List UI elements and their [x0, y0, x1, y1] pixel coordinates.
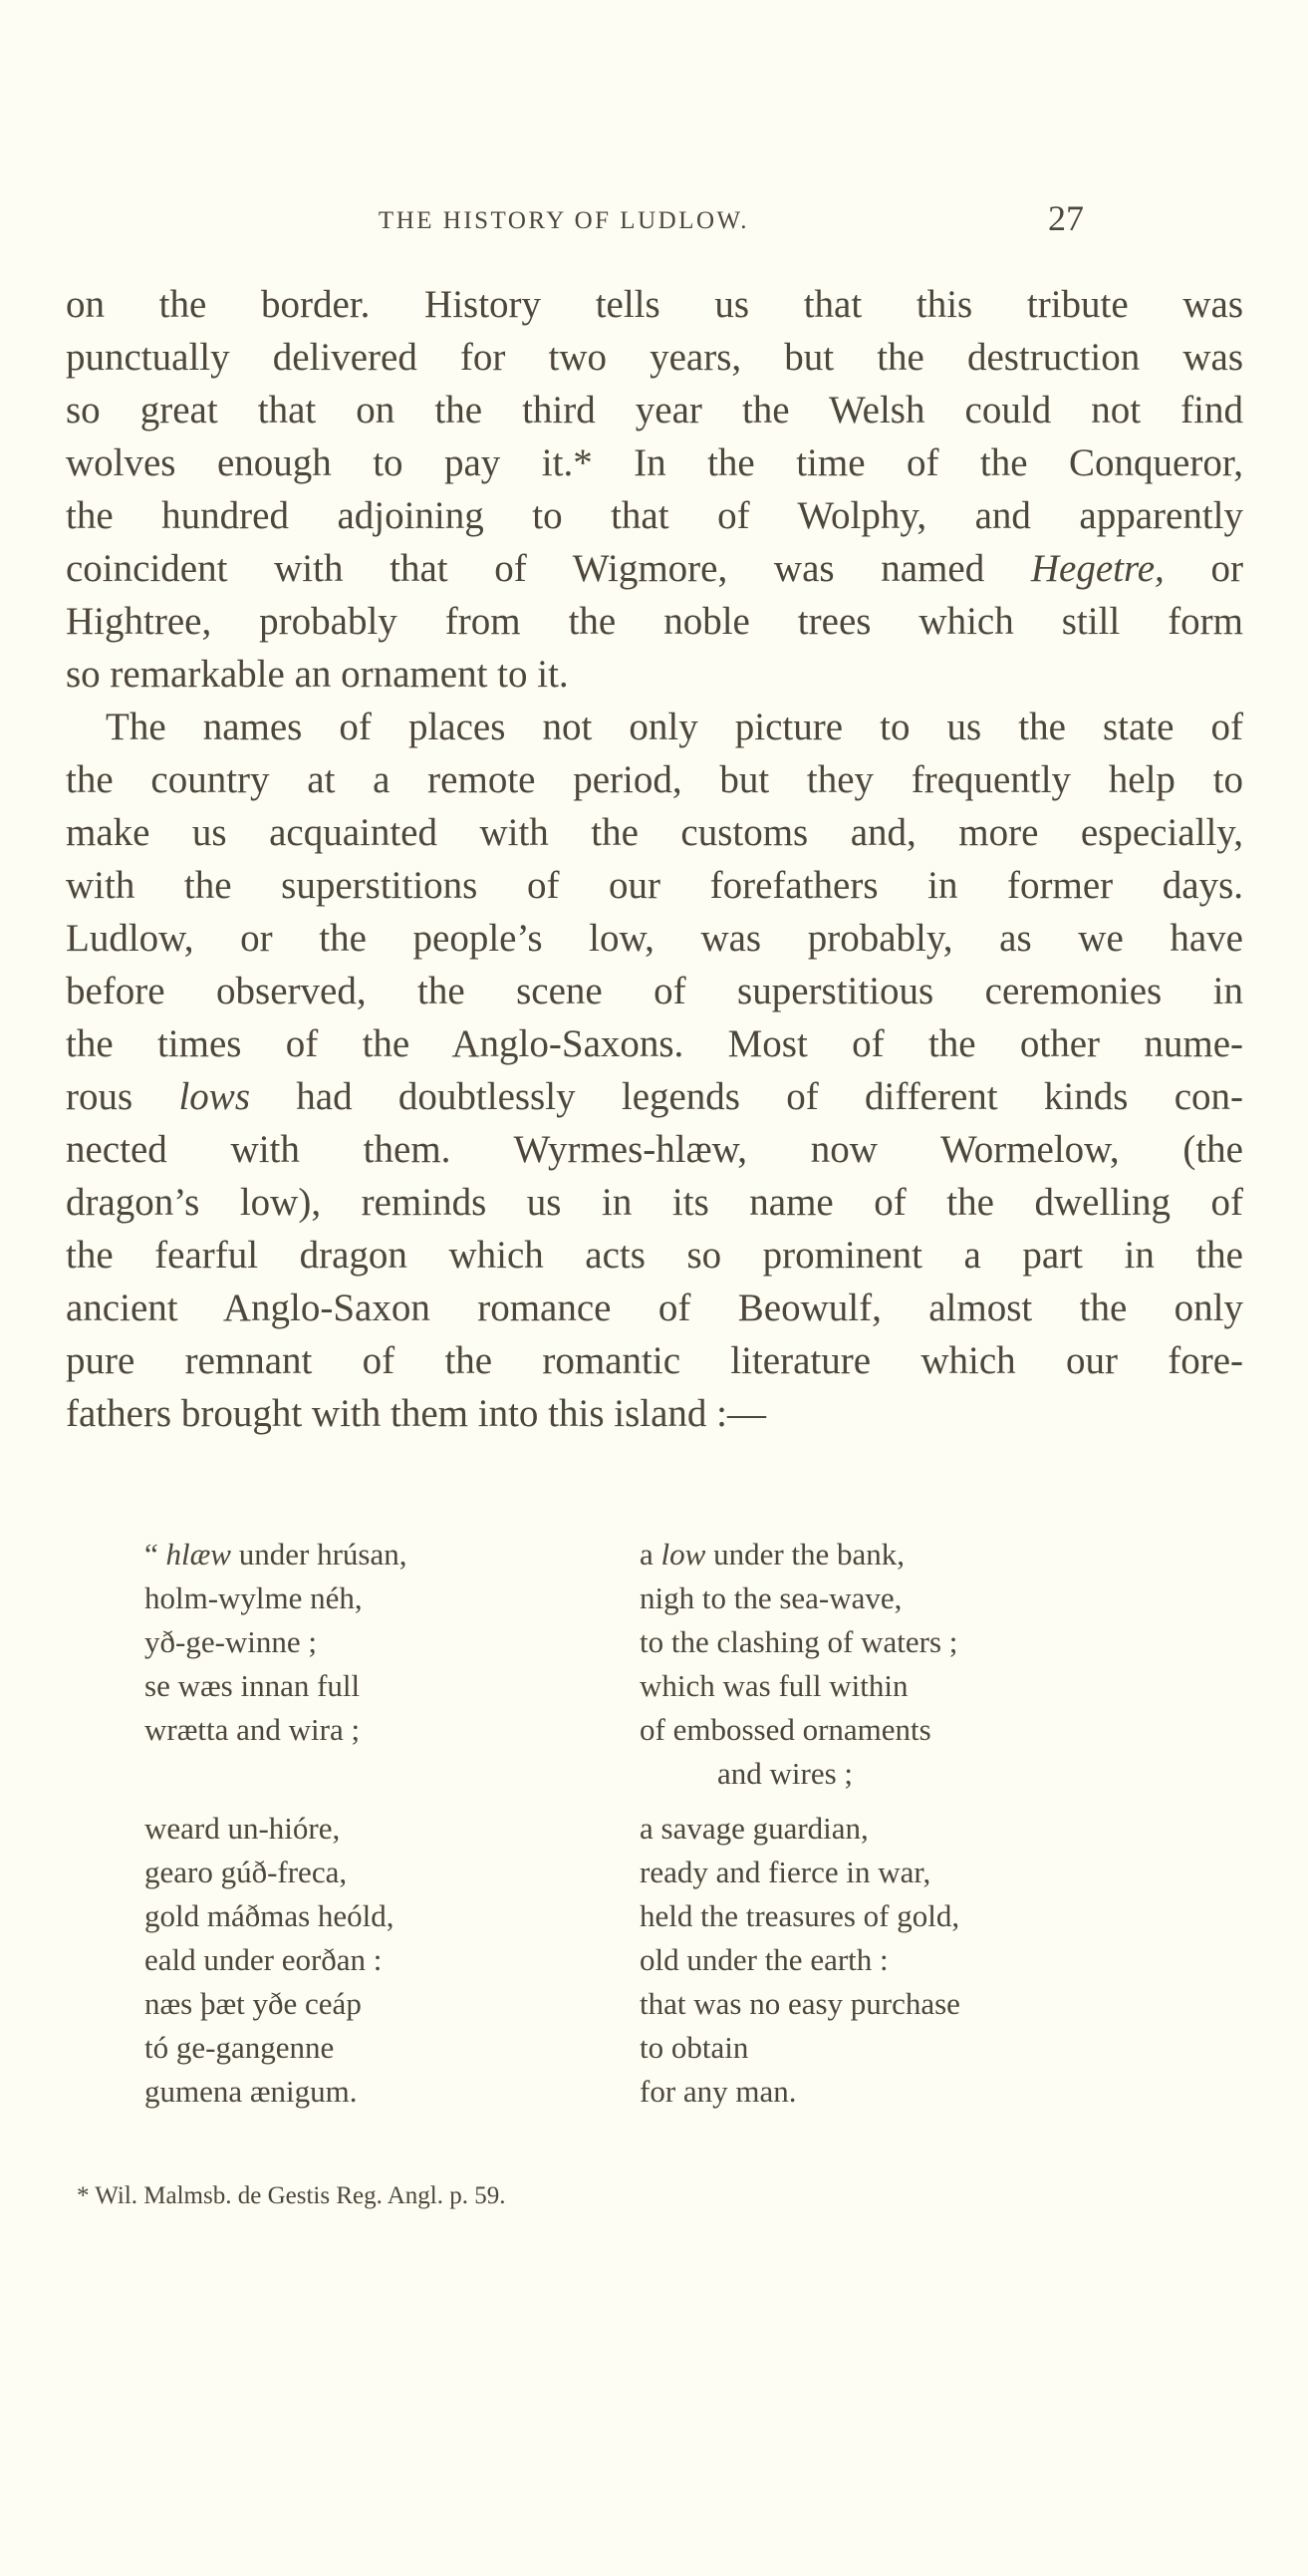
page-header — [0, 198, 1308, 243]
text-line — [66, 1387, 1243, 1440]
verse-translation — [640, 1664, 909, 1708]
text-segment: The names of places not only picture to us the state of — [106, 706, 1243, 748]
verse-original — [144, 2026, 334, 2070]
text-segment: fathers brought with them into this island :— — [66, 1392, 767, 1435]
text-segment: nected with them. Wyrmes-hlæw, now Wormelow, (the — [66, 1128, 1243, 1171]
verse-original — [144, 2070, 358, 2114]
verse-row — [0, 1708, 1308, 1752]
verse-row — [0, 1938, 1308, 1982]
verse-row — [0, 2070, 1308, 2114]
text-segment: on the border. History tells us that this tribute was — [66, 283, 1243, 326]
text-segment: Hightree, probably from the noble trees which still form — [66, 600, 1243, 643]
text-segment: and wires ; — [717, 1756, 854, 1791]
verse-original — [144, 1894, 394, 1938]
text-segment: wrætta and wira ; — [144, 1712, 361, 1747]
footnote: * Wil. Malmsb. de Gestis Reg. Angl. p. 59. — [77, 2182, 506, 2209]
text-segment: that was no easy purchase — [640, 1986, 960, 2021]
italic-text: low — [660, 1537, 706, 1572]
text-segment: rous — [66, 1075, 179, 1118]
text-line — [66, 1282, 1243, 1334]
body-text — [66, 278, 1243, 1440]
verse-translation — [640, 1807, 869, 1851]
verse-row — [0, 2026, 1308, 2070]
text-segment: of embossed ornaments — [640, 1712, 931, 1747]
verse-block — [0, 1533, 1308, 2114]
verse-translation — [640, 1708, 931, 1752]
text-line — [66, 701, 1243, 753]
text-line — [66, 1229, 1243, 1282]
verse-translation — [640, 1620, 957, 1664]
verse-row — [0, 1851, 1308, 1894]
verse-original — [144, 1982, 362, 2026]
text-segment: gold máðmas heóld, — [144, 1898, 394, 1933]
text-line — [66, 1123, 1243, 1176]
verse-row — [0, 1576, 1308, 1620]
text-line — [66, 648, 1243, 701]
text-segment: nigh to the sea-wave, — [640, 1580, 903, 1615]
verse-translation — [640, 1982, 960, 2026]
verse-row — [0, 1620, 1308, 1664]
text-segment: old under the earth : — [640, 1942, 889, 1977]
text-segment: yð-ge-winne ; — [144, 1624, 318, 1659]
text-segment: ready and fierce in war, — [640, 1855, 931, 1889]
text-line — [66, 912, 1243, 965]
italic-text: lows — [178, 1075, 250, 1118]
text-line — [66, 1334, 1243, 1387]
verse-row — [0, 1894, 1308, 1938]
text-segment: to obtain — [640, 2030, 749, 2065]
italic-text: hlæw — [165, 1537, 231, 1572]
verse-original — [144, 1620, 317, 1664]
text-segment: “ — [144, 1537, 166, 1572]
text-segment: a savage guardian, — [640, 1811, 869, 1846]
text-segment: to the clashing of waters ; — [640, 1624, 958, 1659]
running-title: THE HISTORY OF LUDLOW. — [378, 207, 750, 234]
text-line — [66, 859, 1243, 912]
text-line — [66, 436, 1243, 489]
verse-translation — [640, 1894, 959, 1938]
text-segment: a — [640, 1537, 661, 1572]
verse-original — [144, 1533, 406, 1576]
text-line — [66, 278, 1243, 331]
verse-original — [144, 1708, 360, 1752]
text-segment: se wæs innan full — [144, 1668, 361, 1703]
text-line — [66, 965, 1243, 1017]
text-line — [66, 542, 1243, 595]
text-line — [66, 806, 1243, 859]
text-segment: with the superstitions of our forefathers in former days. — [66, 864, 1243, 907]
text-segment: make us acquainted with the customs and, more especially, — [66, 811, 1243, 854]
text-segment: the fearful dragon which acts so prominent a part in the — [66, 1234, 1243, 1277]
text-segment: the country at a remote period, but they frequently help to — [66, 758, 1243, 801]
text-segment: the times of the Anglo-Saxons. Most of the other nume- — [66, 1022, 1243, 1065]
verse-original — [144, 1807, 340, 1851]
text-segment: had doubtlessly legends of different kinds con- — [250, 1075, 1243, 1118]
text-segment: for any man. — [640, 2074, 797, 2109]
verse-original — [144, 1576, 363, 1620]
verse-original — [144, 1664, 360, 1708]
text-segment: tó ge-gangenne — [144, 2030, 335, 2065]
text-segment: punctually delivered for two years, but the destruction was — [66, 336, 1243, 379]
text-line — [66, 1176, 1243, 1229]
verse-original — [144, 1938, 382, 1982]
paragraph — [66, 701, 1243, 1440]
text-segment: ancient Anglo-Saxon romance of Beowulf, almost the only — [66, 1287, 1243, 1329]
text-segment: Ludlow, or the people’s low, was probably, as we have — [66, 917, 1243, 960]
verse-row — [0, 1982, 1308, 2026]
text-segment: wolves enough to pay it.* In the time of the Conqueror, — [66, 441, 1243, 484]
text-segment: pure remnant of the romantic literature which our fore- — [66, 1339, 1243, 1382]
verse-translation — [640, 2070, 797, 2114]
text-line — [66, 489, 1243, 542]
text-line — [66, 595, 1243, 648]
verse-translation — [640, 1851, 930, 1894]
verse-translation — [640, 1533, 905, 1576]
verse-original — [144, 1851, 347, 1894]
text-segment: dragon’s low), reminds us in its name of the dwelling of — [66, 1181, 1243, 1224]
text-segment: under hrúsan, — [230, 1537, 407, 1572]
page-number: 27 — [1048, 198, 1084, 238]
text-line — [66, 1017, 1243, 1070]
italic-text: Hegetre, — [1030, 547, 1165, 590]
text-segment: the hundred adjoining to that of Wolphy, and apparently — [66, 494, 1243, 537]
text-segment: næs þæt yðe ceáp — [144, 1986, 362, 2021]
verse-translation — [640, 1576, 902, 1620]
text-segment: gumena ænigum. — [144, 2074, 358, 2109]
text-line — [66, 331, 1243, 384]
verse-row — [0, 1533, 1308, 1576]
text-segment: coincident with that of Wigmore, was named — [66, 547, 1031, 590]
verse-translation — [717, 1752, 853, 1796]
text-line — [66, 753, 1243, 806]
text-line — [66, 384, 1243, 436]
text-segment: which was full within — [640, 1668, 909, 1703]
verse-row — [0, 1807, 1308, 1851]
text-segment: weard un-hióre, — [144, 1811, 341, 1846]
text-line — [66, 1070, 1243, 1123]
text-segment: held the treasures of gold, — [640, 1898, 960, 1933]
verse-translation — [640, 2026, 748, 2070]
text-segment: or — [1164, 547, 1243, 590]
verse-translation — [640, 1938, 889, 1982]
text-segment: gearo gúð-freca, — [144, 1855, 348, 1889]
text-segment: eald under eorðan : — [144, 1942, 383, 1977]
text-segment: holm-wylme néh, — [144, 1580, 363, 1615]
text-segment: before observed, the scene of superstitious ceremonies in — [66, 970, 1243, 1012]
text-segment: so great that on the third year the Welsh could not find — [66, 389, 1243, 431]
paragraph — [66, 278, 1243, 701]
text-segment: so remarkable an ornament to it. — [66, 653, 569, 696]
text-segment: under the bank, — [705, 1537, 906, 1572]
verse-row — [0, 1664, 1308, 1708]
verse-row — [0, 1752, 1308, 1796]
